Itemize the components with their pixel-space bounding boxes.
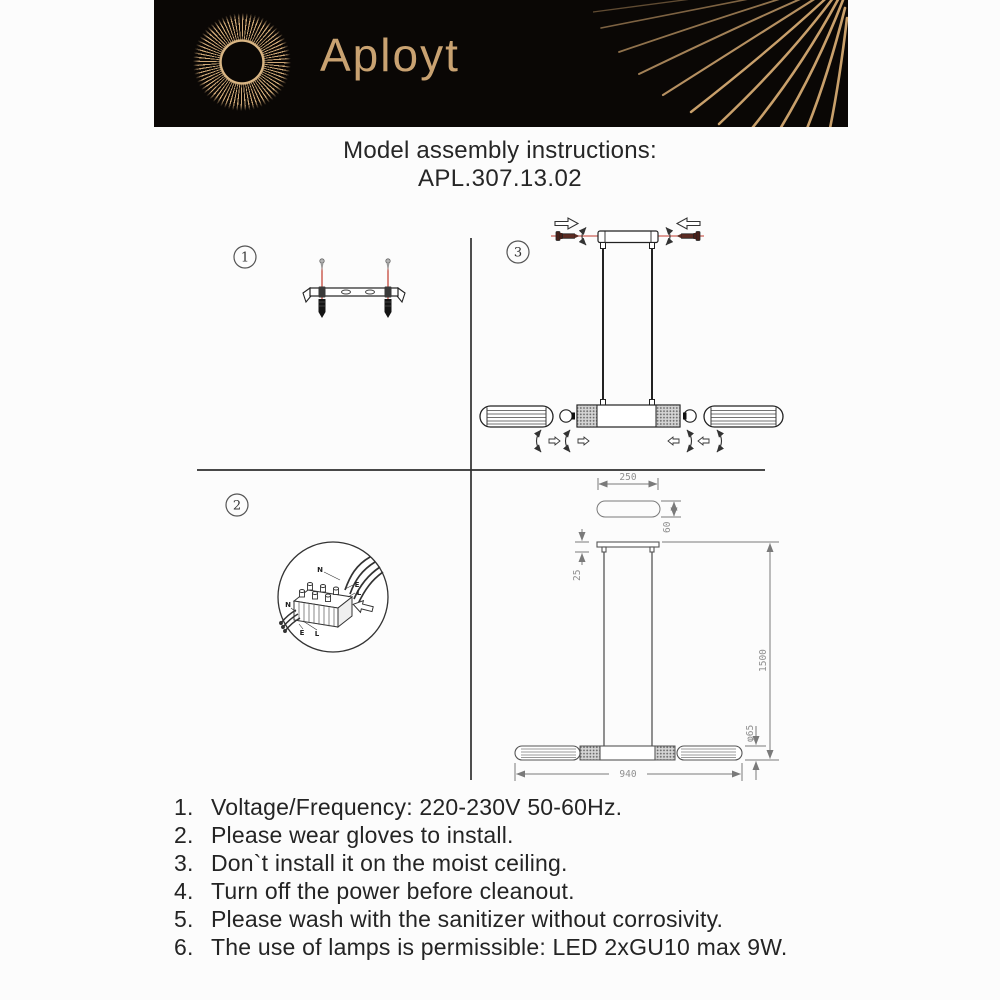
dim-canopy-height-label: 60 xyxy=(662,521,673,533)
instruction-list xyxy=(174,796,787,964)
rays-decoration-icon xyxy=(593,0,848,127)
instruction-text: Turn off the power before cleanout. xyxy=(211,878,575,904)
model-number: APL.307.13.02 xyxy=(417,165,582,192)
wire-label-e-out: E xyxy=(299,629,305,637)
step2-badge xyxy=(226,494,248,516)
diffuser-tube-right xyxy=(704,406,783,427)
instruction-item xyxy=(174,936,787,959)
canopy-screw-right xyxy=(677,232,701,241)
instruction-item xyxy=(174,824,787,847)
instruction-number: 2. xyxy=(174,822,194,848)
instruction-text: Voltage/Frequency: 220-230V 50-60Hz. xyxy=(211,794,623,820)
instruction-text: Don`t install it on the moist ceiling. xyxy=(211,850,568,876)
step3-fixture-drawing xyxy=(480,218,783,452)
brand-name: Aployt xyxy=(320,29,460,81)
diffuser-tube-left xyxy=(480,406,553,427)
instruction-item xyxy=(174,908,787,931)
sunburst-logo-icon xyxy=(192,12,292,112)
screw-anchor-right xyxy=(385,259,392,318)
dim-diameter-label: φ65 xyxy=(745,724,756,742)
dim-height-label: 1500 xyxy=(758,649,769,672)
wire-label-n-in: N xyxy=(317,566,323,574)
gu10-bulb-right xyxy=(683,410,696,422)
instruction-number: 1. xyxy=(174,794,194,820)
step3-badge xyxy=(507,241,529,263)
wire-label-l-in: L xyxy=(356,589,362,597)
dim-canopy-width-label: 250 xyxy=(619,472,637,483)
twist-arrows xyxy=(537,430,722,452)
step3-number: 3 xyxy=(513,245,523,261)
instruction-text: The use of lamps is permissible: LED 2xGU10 max 9W. xyxy=(211,934,788,960)
step2-number: 2 xyxy=(232,498,242,514)
instruction-item xyxy=(174,880,787,903)
wire-label-e-in: E xyxy=(354,581,360,589)
assembly-diagram xyxy=(140,195,860,795)
fixture-side-view xyxy=(515,746,742,760)
instruction-number: 4. xyxy=(174,878,194,904)
instruction-item xyxy=(174,852,787,875)
dim-hanger-label: 25 xyxy=(572,569,583,581)
push-arrow-right-icon xyxy=(555,218,578,229)
wire-label-l-out: L xyxy=(314,630,320,638)
instruction-number: 6. xyxy=(174,934,194,960)
ceiling-canopy xyxy=(598,231,658,243)
brand-banner xyxy=(154,0,848,127)
title-block xyxy=(0,137,1000,192)
step1-number: 1 xyxy=(240,250,250,266)
page-title: Model assembly instructions: xyxy=(343,137,657,164)
gu10-bulb-left xyxy=(560,410,575,422)
dim-width-label: 940 xyxy=(619,769,637,780)
push-arrow-left-icon xyxy=(677,218,700,229)
instruction-item xyxy=(174,796,787,819)
step1-badge xyxy=(234,246,256,268)
step2-wiring-drawing xyxy=(278,542,388,652)
instruction-number: 3. xyxy=(174,850,194,876)
instruction-text: Please wash with the sanitizer without corrosivity. xyxy=(211,906,724,932)
step1-bracket-drawing xyxy=(303,259,405,318)
quadrant-dividers xyxy=(197,238,765,780)
instruction-number: 5. xyxy=(174,906,194,932)
instruction-text: Please wear gloves to install. xyxy=(211,822,514,848)
dimension-drawing xyxy=(515,472,779,781)
screw-anchor-left xyxy=(319,259,326,318)
wire-label-n-out: N xyxy=(285,601,291,609)
canopy-screw-left xyxy=(556,232,580,241)
